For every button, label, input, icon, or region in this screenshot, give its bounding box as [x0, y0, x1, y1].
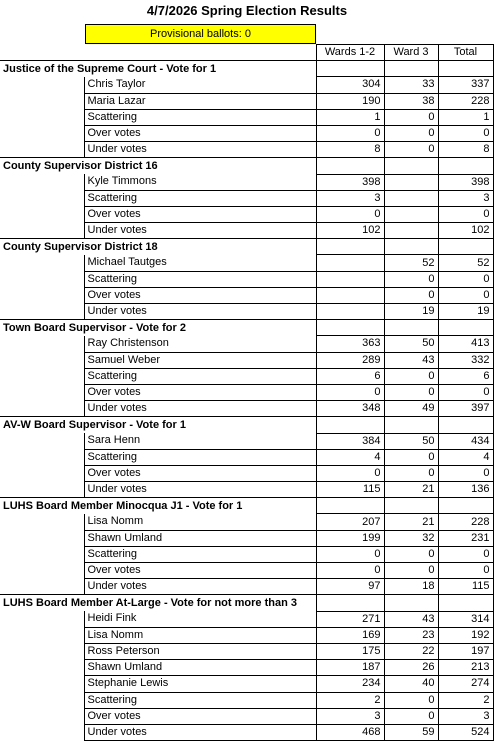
- candidate-name: Scattering: [84, 190, 316, 206]
- candidate-name: Over votes: [84, 206, 316, 222]
- candidate-name: Kyle Timmons: [84, 174, 316, 190]
- candidate-name: Under votes: [84, 482, 316, 498]
- result-row: [0, 174, 493, 190]
- vote-count: 6: [316, 368, 384, 384]
- vote-count: 0: [438, 271, 493, 287]
- vote-count: 169: [316, 627, 384, 643]
- vote-count: 50: [384, 433, 438, 449]
- result-row: [0, 401, 493, 417]
- race-title: AV-W Board Supervisor - Vote for 1: [0, 417, 316, 433]
- result-row: [0, 190, 493, 206]
- vote-count: 0: [316, 563, 384, 579]
- candidate-name: Over votes: [84, 125, 316, 141]
- results-table-body: [0, 45, 493, 741]
- vote-count: 398: [316, 174, 384, 190]
- result-row: [0, 93, 493, 109]
- vote-count: 231: [438, 530, 493, 546]
- candidate-name: Scattering: [84, 368, 316, 384]
- race-title: County Supervisor District 16: [0, 158, 316, 174]
- race-header-cell: [438, 239, 493, 255]
- vote-count: 0: [438, 563, 493, 579]
- vote-count: 363: [316, 336, 384, 352]
- result-row: [0, 724, 493, 740]
- indent-cell: [0, 93, 84, 109]
- race-header-row: [0, 417, 493, 433]
- vote-count: 434: [438, 433, 493, 449]
- vote-count: 0: [384, 109, 438, 125]
- indent-cell: [0, 530, 84, 546]
- indent-cell: [0, 174, 84, 190]
- race-header-row: [0, 595, 493, 611]
- indent-cell: [0, 611, 84, 627]
- candidate-name: Scattering: [84, 271, 316, 287]
- race-header-cell: [384, 498, 438, 514]
- vote-count: 52: [438, 255, 493, 271]
- race-header-row: [0, 158, 493, 174]
- result-row: [0, 77, 493, 93]
- indent-cell: [0, 433, 84, 449]
- candidate-name: Scattering: [84, 109, 316, 125]
- race-header-cell: [438, 61, 493, 77]
- indent-cell: [0, 271, 84, 287]
- vote-count: 0: [438, 384, 493, 400]
- race-header-cell: [384, 320, 438, 336]
- vote-count: [316, 255, 384, 271]
- vote-count: 43: [384, 611, 438, 627]
- indent-cell: [0, 287, 84, 303]
- vote-count: 332: [438, 352, 493, 368]
- vote-count: 18: [384, 579, 438, 595]
- result-row: [0, 125, 493, 141]
- vote-count: 0: [384, 563, 438, 579]
- vote-count: 0: [438, 125, 493, 141]
- result-row: [0, 546, 493, 562]
- vote-count: [384, 190, 438, 206]
- vote-count: 228: [438, 93, 493, 109]
- result-row: [0, 142, 493, 158]
- vote-count: 21: [384, 514, 438, 530]
- result-row: [0, 336, 493, 352]
- candidate-name: Ross Peterson: [84, 643, 316, 659]
- candidate-name: Under votes: [84, 579, 316, 595]
- vote-count: 32: [384, 530, 438, 546]
- race-header-row: [0, 498, 493, 514]
- result-row: [0, 255, 493, 271]
- race-header-cell: [384, 239, 438, 255]
- result-row: [0, 563, 493, 579]
- vote-count: 468: [316, 724, 384, 740]
- result-row: [0, 304, 493, 320]
- result-row: [0, 660, 493, 676]
- candidate-name: Heidi Fink: [84, 611, 316, 627]
- result-row: [0, 530, 493, 546]
- indent-cell: [0, 482, 84, 498]
- vote-count: 97: [316, 579, 384, 595]
- indent-cell: [0, 724, 84, 740]
- vote-count: 0: [384, 125, 438, 141]
- indent-cell: [0, 352, 84, 368]
- page-title: 4/7/2026 Spring Election Results: [146, 3, 348, 18]
- indent-cell: [0, 336, 84, 352]
- vote-count: 289: [316, 352, 384, 368]
- vote-count: 21: [384, 482, 438, 498]
- vote-count: 0: [384, 546, 438, 562]
- vote-count: 0: [384, 368, 438, 384]
- vote-count: 38: [384, 93, 438, 109]
- vote-count: [316, 287, 384, 303]
- vote-count: 26: [384, 660, 438, 676]
- vote-count: 115: [316, 482, 384, 498]
- result-row: [0, 676, 493, 692]
- vote-count: 19: [438, 304, 493, 320]
- vote-count: 23: [384, 627, 438, 643]
- vote-count: 4: [438, 449, 493, 465]
- race-header-row: [0, 320, 493, 336]
- indent-cell: [0, 449, 84, 465]
- indent-cell: [0, 563, 84, 579]
- vote-count: 213: [438, 660, 493, 676]
- result-row: [0, 482, 493, 498]
- vote-count: 0: [384, 465, 438, 481]
- indent-cell: [0, 465, 84, 481]
- vote-count: 102: [316, 223, 384, 239]
- vote-count: 3: [438, 708, 493, 724]
- race-title: Justice of the Supreme Court - Vote for 1: [0, 61, 316, 77]
- vote-count: 0: [316, 125, 384, 141]
- race-header-cell: [438, 417, 493, 433]
- vote-count: 0: [384, 384, 438, 400]
- indent-cell: [0, 692, 84, 708]
- indent-cell: [0, 676, 84, 692]
- vote-count: 0: [384, 449, 438, 465]
- vote-count: 348: [316, 401, 384, 417]
- race-title: County Supervisor District 18: [0, 239, 316, 255]
- indent-cell: [0, 643, 84, 659]
- race-header-cell: [316, 417, 384, 433]
- indent-cell: [0, 660, 84, 676]
- candidate-name: Scattering: [84, 692, 316, 708]
- race-title: LUHS Board Member Minocqua J1 - Vote for 1: [0, 498, 316, 514]
- vote-count: 0: [384, 287, 438, 303]
- vote-count: 304: [316, 77, 384, 93]
- candidate-name: Michael Tautges: [84, 255, 316, 271]
- vote-count: 0: [316, 546, 384, 562]
- indent-cell: [0, 142, 84, 158]
- race-title: Town Board Supervisor - Vote for 2: [0, 320, 316, 336]
- result-row: [0, 271, 493, 287]
- candidate-name: Shawn Umland: [84, 660, 316, 676]
- vote-count: 115: [438, 579, 493, 595]
- vote-count: 197: [438, 643, 493, 659]
- race-header-cell: [438, 158, 493, 174]
- race-header-row: [0, 239, 493, 255]
- vote-count: 6: [438, 368, 493, 384]
- indent-cell: [0, 255, 84, 271]
- result-row: [0, 611, 493, 627]
- indent-cell: [0, 190, 84, 206]
- vote-count: 3: [316, 190, 384, 206]
- race-header-cell: [316, 239, 384, 255]
- race-header-cell: [438, 320, 493, 336]
- race-header-row: [0, 61, 493, 77]
- indent-cell: [0, 77, 84, 93]
- result-row: [0, 465, 493, 481]
- result-row: [0, 627, 493, 643]
- column-header: Wards 1-2: [316, 45, 384, 61]
- vote-count: 228: [438, 514, 493, 530]
- vote-count: 22: [384, 643, 438, 659]
- vote-count: 4: [316, 449, 384, 465]
- race-header-cell: [316, 498, 384, 514]
- vote-count: 0: [438, 465, 493, 481]
- indent-cell: [0, 579, 84, 595]
- indent-cell: [0, 627, 84, 643]
- candidate-name: Over votes: [84, 563, 316, 579]
- vote-count: 0: [316, 465, 384, 481]
- vote-count: 40: [384, 676, 438, 692]
- race-header-cell: [438, 595, 493, 611]
- race-header-cell: [384, 158, 438, 174]
- vote-count: 52: [384, 255, 438, 271]
- candidate-name: Samuel Weber: [84, 352, 316, 368]
- candidate-name: Lisa Nomm: [84, 627, 316, 643]
- indent-cell: [0, 304, 84, 320]
- vote-count: 33: [384, 77, 438, 93]
- vote-count: 8: [438, 142, 493, 158]
- vote-count: [316, 271, 384, 287]
- vote-count: 19: [384, 304, 438, 320]
- vote-count: 2: [438, 692, 493, 708]
- candidate-name: Maria Lazar: [84, 93, 316, 109]
- indent-cell: [0, 546, 84, 562]
- vote-count: 3: [316, 708, 384, 724]
- indent-cell: [0, 206, 84, 222]
- result-row: [0, 692, 493, 708]
- vote-count: 397: [438, 401, 493, 417]
- vote-count: 1: [316, 109, 384, 125]
- vote-count: 59: [384, 724, 438, 740]
- candidate-name: Under votes: [84, 304, 316, 320]
- candidate-name: Over votes: [84, 287, 316, 303]
- indent-cell: [0, 125, 84, 141]
- indent-cell: [0, 109, 84, 125]
- vote-count: 192: [438, 627, 493, 643]
- vote-count: 384: [316, 433, 384, 449]
- vote-count: 314: [438, 611, 493, 627]
- candidate-name: Under votes: [84, 223, 316, 239]
- result-row: [0, 206, 493, 222]
- vote-count: 337: [438, 77, 493, 93]
- candidate-name: Sara Henn: [84, 433, 316, 449]
- result-row: [0, 449, 493, 465]
- candidate-name: Shawn Umland: [84, 530, 316, 546]
- result-row: [0, 109, 493, 125]
- result-row: [0, 643, 493, 659]
- vote-count: 274: [438, 676, 493, 692]
- candidate-name: Lisa Nomm: [84, 514, 316, 530]
- column-header-row: [0, 45, 493, 61]
- result-row: [0, 514, 493, 530]
- candidate-name: Over votes: [84, 384, 316, 400]
- race-header-cell: [316, 595, 384, 611]
- column-header: Ward 3: [384, 45, 438, 61]
- vote-count: 3: [438, 190, 493, 206]
- vote-count: 50: [384, 336, 438, 352]
- race-header-cell: [384, 417, 438, 433]
- vote-count: [384, 174, 438, 190]
- provisional-ballots-banner: Provisional ballots: 0: [85, 24, 316, 44]
- vote-count: [384, 223, 438, 239]
- race-header-cell: [438, 498, 493, 514]
- candidate-name: Under votes: [84, 724, 316, 740]
- candidate-name: Under votes: [84, 401, 316, 417]
- candidate-name: Stephanie Lewis: [84, 676, 316, 692]
- vote-count: 0: [384, 708, 438, 724]
- vote-count: 0: [316, 384, 384, 400]
- result-row: [0, 287, 493, 303]
- candidate-name: Under votes: [84, 142, 316, 158]
- vote-count: 0: [438, 546, 493, 562]
- results-table: [0, 44, 494, 741]
- race-header-cell: [316, 158, 384, 174]
- vote-count: 2: [316, 692, 384, 708]
- vote-count: 0: [438, 206, 493, 222]
- vote-count: 175: [316, 643, 384, 659]
- indent-cell: [0, 514, 84, 530]
- race-header-cell: [384, 61, 438, 77]
- candidate-name: Ray Christenson: [84, 336, 316, 352]
- vote-count: 207: [316, 514, 384, 530]
- result-row: [0, 384, 493, 400]
- race-header-cell: [316, 61, 384, 77]
- vote-count: 102: [438, 223, 493, 239]
- column-header: Total: [438, 45, 493, 61]
- result-row: [0, 579, 493, 595]
- vote-count: 0: [438, 287, 493, 303]
- vote-count: 0: [384, 692, 438, 708]
- result-row: [0, 708, 493, 724]
- candidate-name: Over votes: [84, 708, 316, 724]
- indent-cell: [0, 368, 84, 384]
- vote-count: 190: [316, 93, 384, 109]
- vote-count: 8: [316, 142, 384, 158]
- race-title: LUHS Board Member At-Large - Vote for not more than 3: [0, 595, 316, 611]
- vote-count: 524: [438, 724, 493, 740]
- header-spacer: [0, 45, 84, 61]
- vote-count: 398: [438, 174, 493, 190]
- result-row: [0, 352, 493, 368]
- vote-count: 136: [438, 482, 493, 498]
- vote-count: 187: [316, 660, 384, 676]
- vote-count: [384, 206, 438, 222]
- vote-count: 0: [384, 142, 438, 158]
- vote-count: 1: [438, 109, 493, 125]
- vote-count: 43: [384, 352, 438, 368]
- candidate-name: Scattering: [84, 449, 316, 465]
- indent-cell: [0, 384, 84, 400]
- indent-cell: [0, 708, 84, 724]
- vote-count: 199: [316, 530, 384, 546]
- indent-cell: [0, 223, 84, 239]
- candidate-name: Over votes: [84, 465, 316, 481]
- vote-count: 271: [316, 611, 384, 627]
- vote-count: [316, 304, 384, 320]
- vote-count: 413: [438, 336, 493, 352]
- candidate-name: Scattering: [84, 546, 316, 562]
- result-row: [0, 433, 493, 449]
- race-header-cell: [316, 320, 384, 336]
- result-row: [0, 368, 493, 384]
- vote-count: 0: [316, 206, 384, 222]
- vote-count: 0: [384, 271, 438, 287]
- race-header-cell: [384, 595, 438, 611]
- vote-count: 234: [316, 676, 384, 692]
- header-spacer: [84, 45, 316, 61]
- vote-count: 49: [384, 401, 438, 417]
- indent-cell: [0, 401, 84, 417]
- candidate-name: Chris Taylor: [84, 77, 316, 93]
- result-row: [0, 223, 493, 239]
